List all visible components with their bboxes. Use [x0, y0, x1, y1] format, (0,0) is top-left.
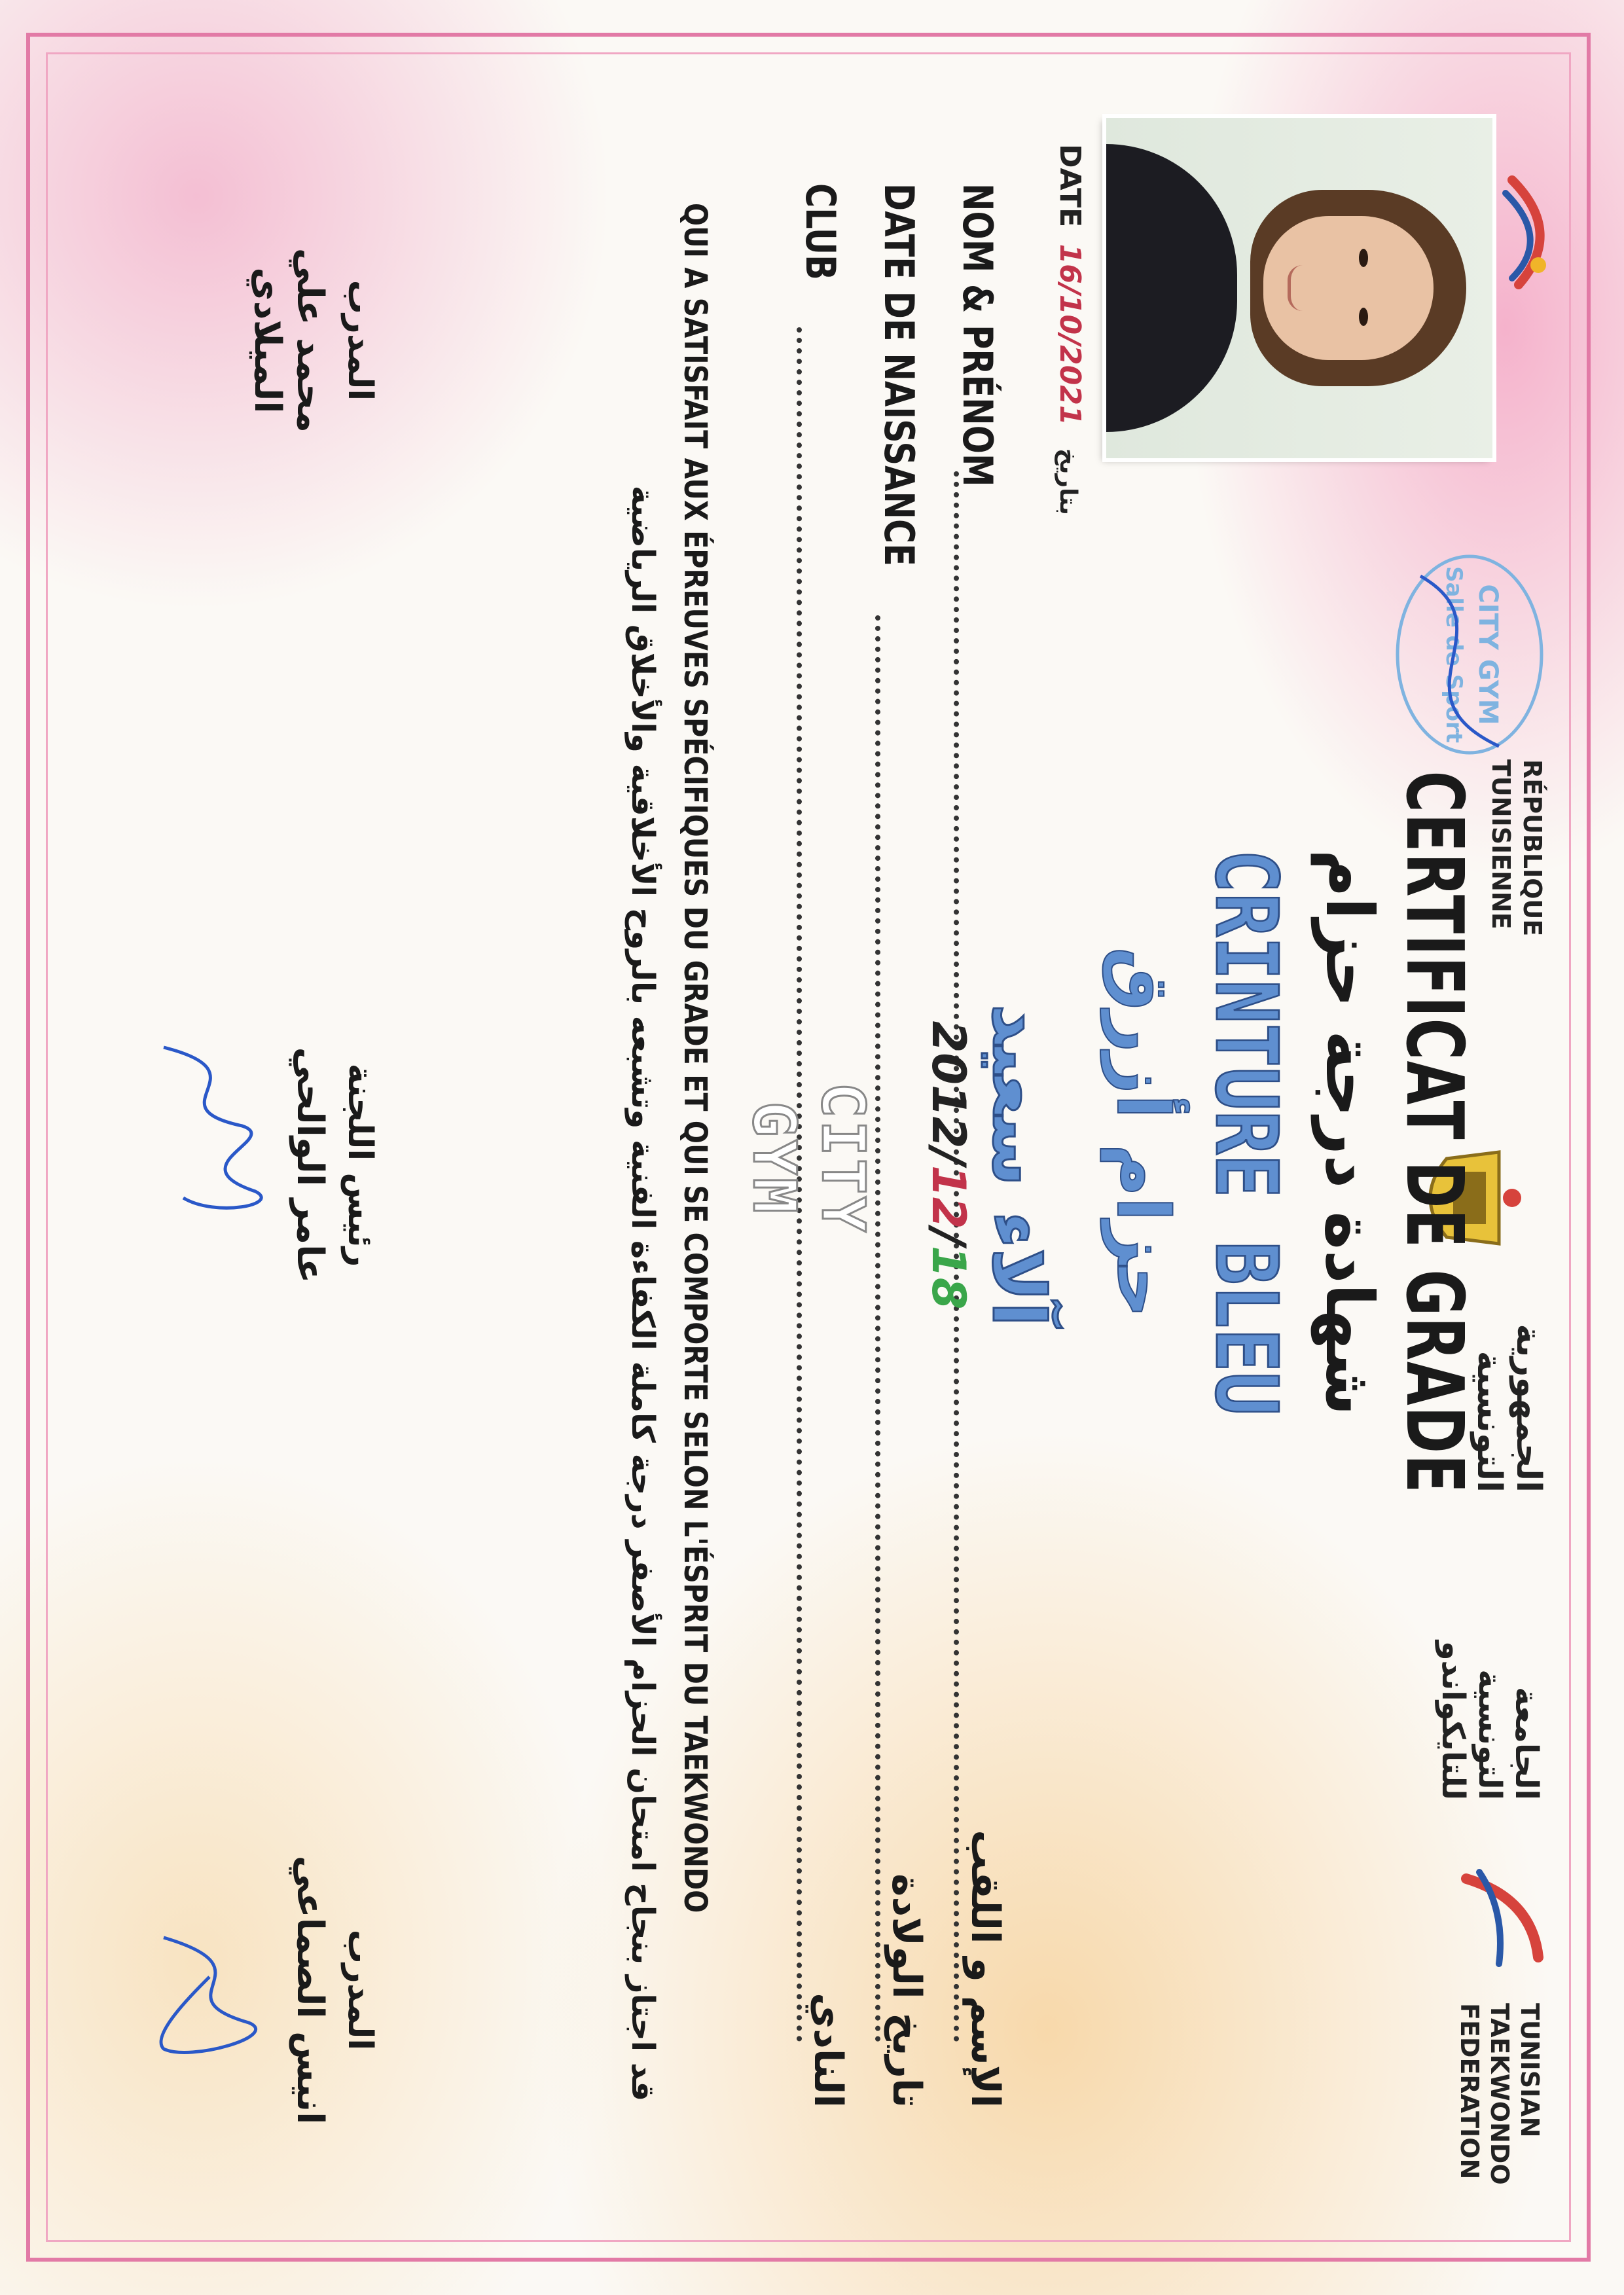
trainer-role: المدرب: [340, 1929, 380, 2051]
statement-fr: QUI A SATISFAIT AUX ÉPREUVES SPÉCIFIQUES DU GRADE ET QUI SE COMPORTE SELON L'ÉSPRIT DU TAEKWONDO: [677, 203, 713, 1913]
club-value: CITY GYM: [740, 1082, 877, 1235]
date-label-fr: DATE: [1053, 144, 1087, 228]
trainer-name: انيس الصماعي: [289, 1855, 331, 2125]
club-label-ar: النادي: [805, 1993, 851, 2108]
belt-grade-fr: CRINTURE BLEU: [1197, 849, 1296, 1416]
statement-ar: قد اجتاز بنجاح امتحان الحزام الأصفر درجة كاملة الكفاءة الفنية وتشبعه بالروح الأخلاقية والأخلاق الرياضية: [624, 485, 661, 2101]
name-label-fr: NOM & PRÉNOM: [954, 183, 1001, 487]
dob-sep-2: /: [922, 1229, 975, 1246]
date-value: 16/10/2021: [1053, 244, 1087, 425]
holder-photo: [1106, 118, 1492, 458]
president-signature-icon: [144, 1034, 295, 1231]
dob-label-ar: تاريخ الولادة: [884, 1873, 929, 2108]
federation-name-ar: الجامعة التونسية للتايكواندو: [1435, 1640, 1545, 1800]
stamp-line2: Salle de Sport: [1441, 566, 1467, 744]
republic-name-fr: RÉPUBLIQUE TUNISIENNE: [1487, 759, 1547, 937]
trainer-signature-icon: [144, 1918, 288, 2088]
signature-trainer: [289, 1820, 380, 2160]
dob-month: 12: [922, 1165, 975, 1229]
certificate-content: [46, 52, 1571, 2242]
club-label-fr: CLUB: [797, 183, 844, 280]
certificate-title-fr: CERTIFICAT DE GRADE: [1388, 770, 1479, 1494]
republic-name-ar: الجمهورية التونسية: [1470, 1324, 1548, 1492]
dob-label-fr: DATE DE NAISSANCE: [875, 183, 923, 567]
world-taekwondo-logo-icon: [1499, 167, 1558, 298]
coach-name: محمد علي الميلادي: [246, 247, 331, 433]
dob-value: [922, 1002, 975, 1329]
president-role: رئيس اللجنة: [340, 1063, 380, 1267]
dob-sep-1: /: [922, 1148, 975, 1165]
belt-grade-ar: حزام أزرق: [1101, 947, 1185, 1318]
president-name: عامر الوالحي: [289, 1047, 331, 1284]
federation-name-fr: TUNISIAN TAEKWONDO FEDERATION: [1455, 2003, 1544, 2185]
stamp-line1: CITY GYM: [1473, 584, 1503, 725]
dob-dotted-line: [875, 615, 880, 2042]
signature-president: [289, 995, 380, 1335]
club-stamp-icon: [1388, 550, 1551, 759]
name-label-ar: الإسم و اللقب: [962, 1830, 1008, 2108]
signature-coach: [246, 170, 380, 511]
coach-role: المدرب: [340, 280, 380, 401]
name-value: آلاء سعيد: [977, 1003, 1060, 1327]
date-label-ar: بتاريخ: [1055, 448, 1081, 515]
federation-logo-icon: [1447, 1859, 1558, 1970]
dob-day: 18: [922, 1245, 975, 1310]
dob-year: 2012: [922, 1021, 975, 1149]
certificate-title-ar: شهادة درجة حزام: [1311, 849, 1388, 1416]
issue-date: [1053, 144, 1087, 515]
